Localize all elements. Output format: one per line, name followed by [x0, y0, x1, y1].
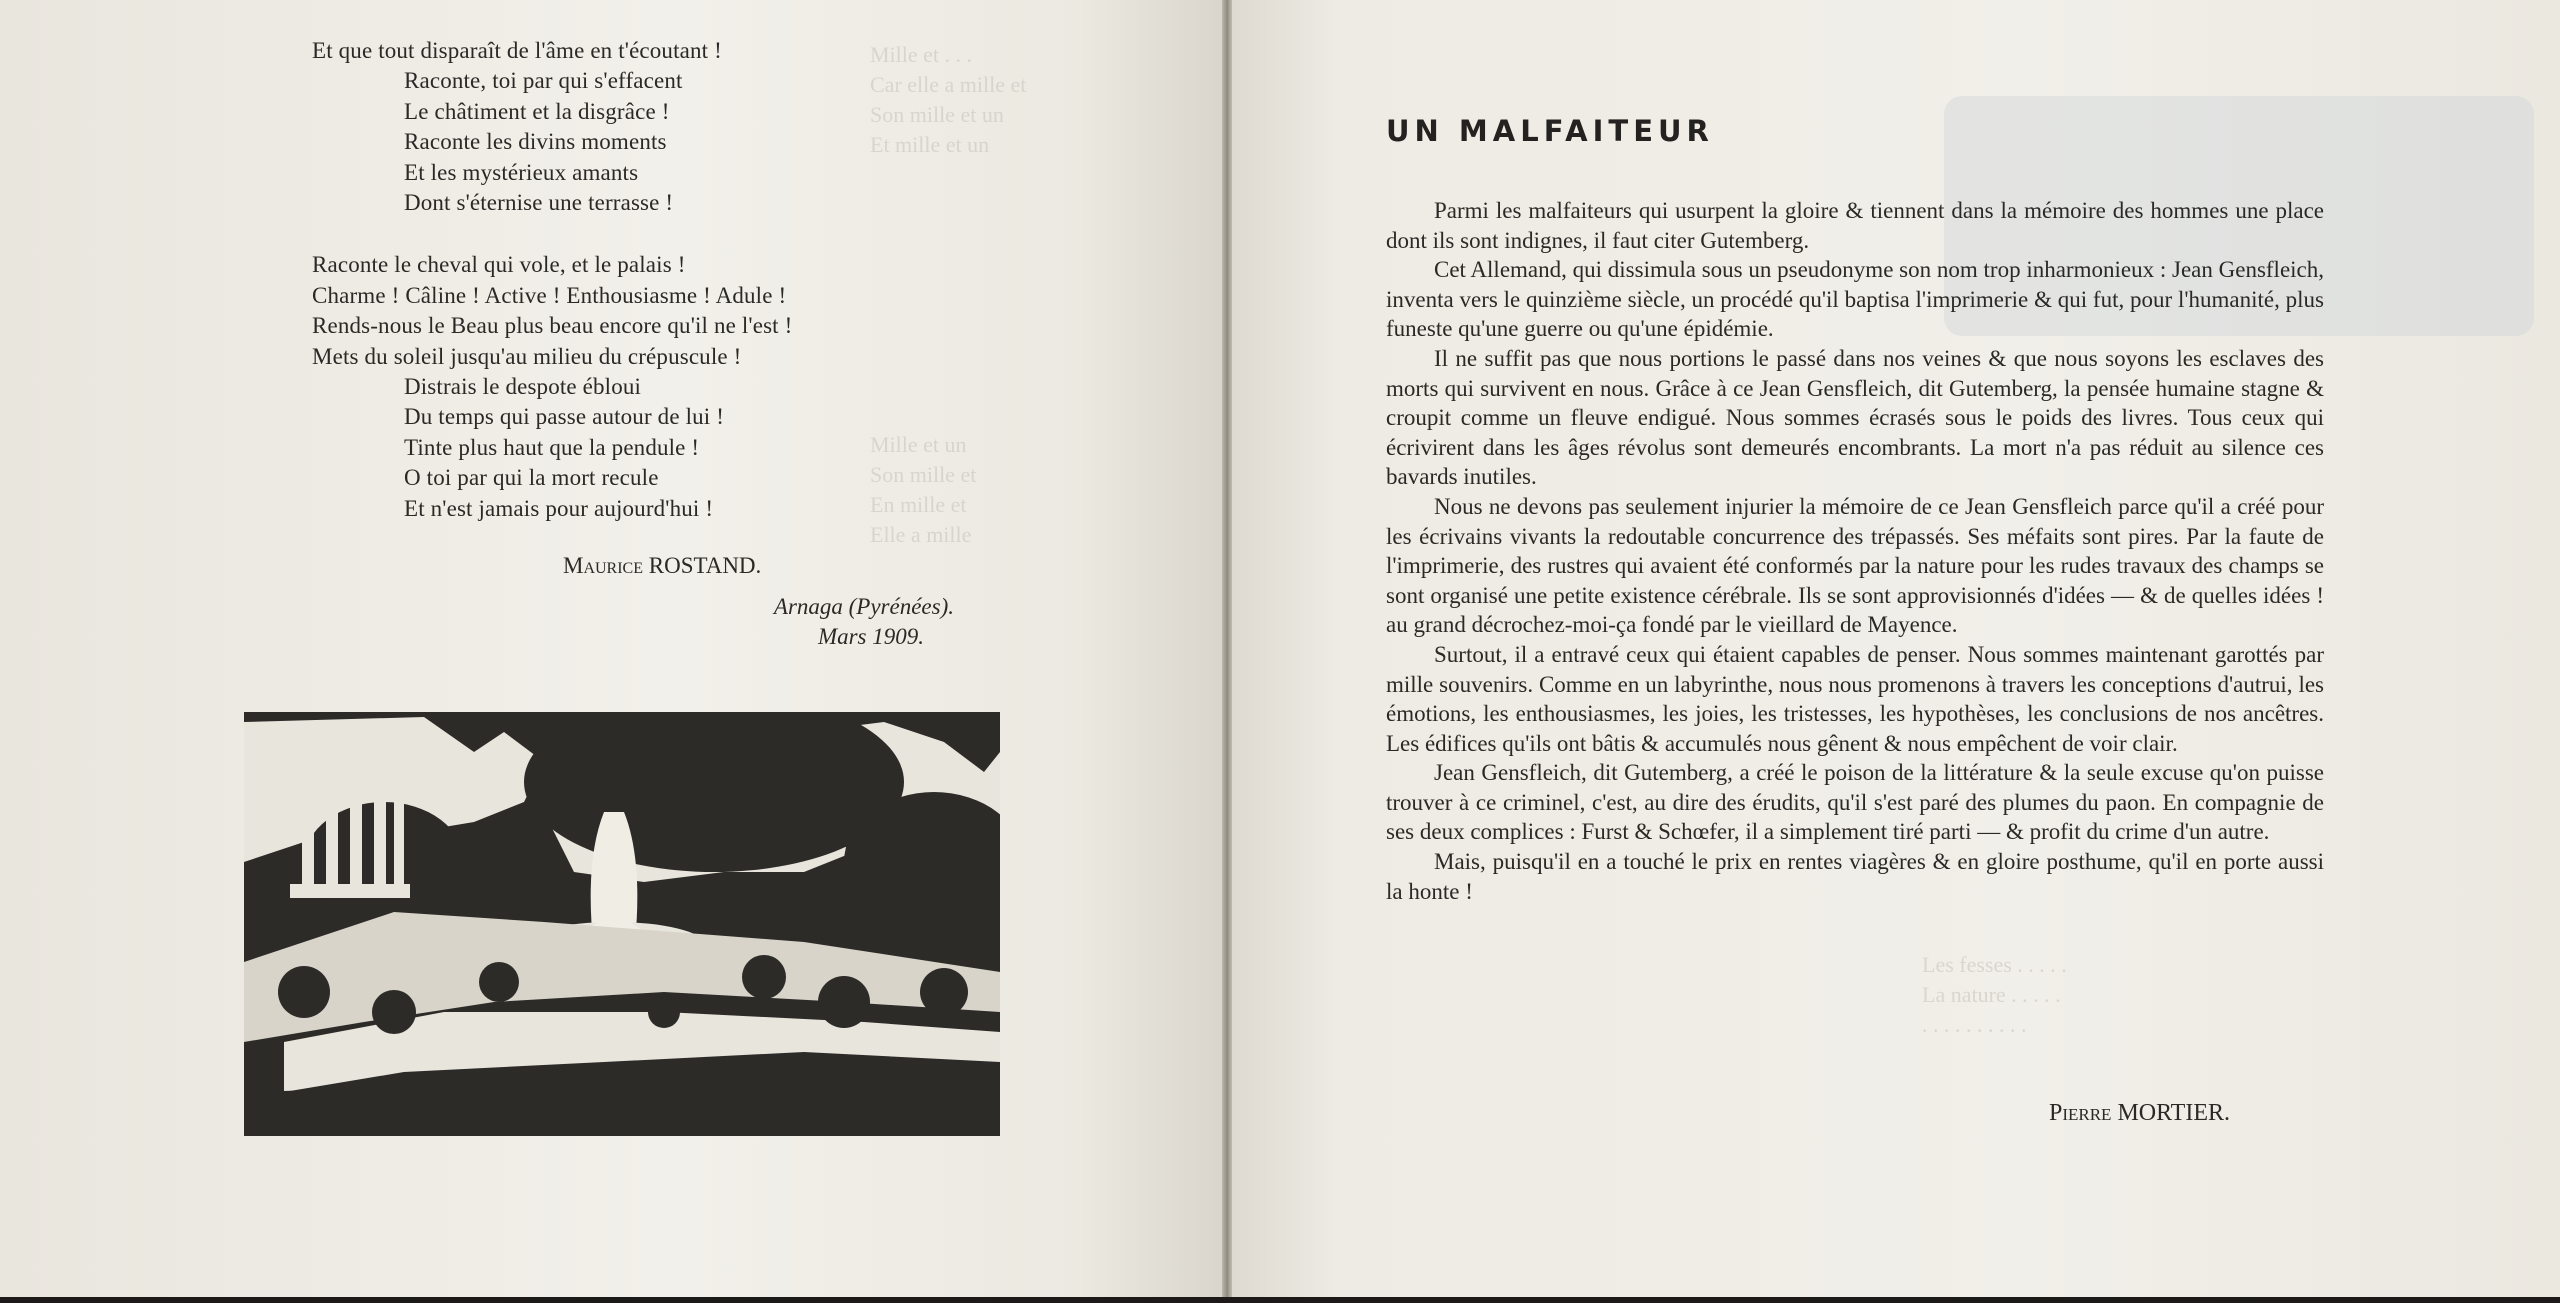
essay-paragraph: Jean Gensfleich, dit Gutemberg, a créé le poison de la littérature & la seule excuse qu'on puisse trouver à ce criminel, c'est, au dire des érudits, qu'il s'est paré des plumes du paon. En compagnie de ses deux complices : Furst & Schœfer, il a simplement tiré parti — & profit du crime d'un autre. [1386, 760, 2324, 845]
poem-line: Du temps qui passe autour de lui ! [404, 404, 725, 430]
author-first-name: Maurice [563, 553, 644, 578]
essay-body [1386, 196, 2324, 906]
essay-paragraph: Il ne suffit pas que nous portions le passé dans nos veines & que nous soyons les esclaves des morts qui survivent en nous. Grâce à ce Jean Gensfleich, dit Gutemberg, la pensée humaine stagne & croupit comme un fleuve endigué. Nous sommes écrasés sous le poids des livres. Tous ceux qui écrivirent dans les âges révolus sont demeurés encombrants. La mort n'a pas réduit au silence ces bavards inutiles. [1386, 345, 2324, 490]
poem-line: O toi par qui la mort recule [404, 465, 659, 491]
poem-line: Et les mystérieux amants [404, 159, 639, 185]
author-last-name: ROSTAND. [648, 553, 762, 578]
poem-date: Mars 1909. [817, 624, 924, 649]
garden-engraving [244, 712, 1000, 1136]
essay-paragraph: Nous ne devons pas seulement injurier la mémoire de ce Jean Gensfleich parce qu'il a créé pour les écrivains vivants la redoutable concurrence des trépassés. Ses méfaits sont pires. Par la faute de l'imprimerie, des rustres qui avaient été conformés par la nature pour les rudes travaux des champs se sont organisé une petite existence cérébrale. Ils se sont approvisionnés d'idées — & de quelles idées ! au grand décrochez-moi-ça fondé par le vieillard de Mayence. [1386, 493, 2324, 638]
poem-stanza-2 [312, 250, 1032, 524]
poem-author [563, 553, 761, 579]
bleed-through-text: Mille et un Son mille et En mille et Elle a mille [870, 432, 977, 547]
poem-line: Et que tout disparaît de l'âme en t'écoutant ! [312, 38, 722, 63]
poem-line: Distrais le despote ébloui [404, 374, 642, 400]
essay-paragraph: Surtout, il a entravé ceux qui étaient capables de penser. Nous sommes maintenant garottés par mille souvenirs. Comme en un labyrinthe, nous nous promenons à travers les conceptions d'autrui, les émotions, les enthousiasmes, les joies, les tristesses, les hypothèses, les conclusions de nos ancêtres. Les édifices qu'ils ont bâtis & accumulés nous gênent & nous empêchent de voir clair. [1386, 641, 2324, 756]
essay-paragraph: Parmi les malfaiteurs qui usurpent la gloire & tiennent dans la mémoire des hommes une place dont ils sont indignes, il faut citer Gutemberg. [1386, 198, 2324, 253]
poem [312, 36, 1032, 524]
poem-place: Arnaga (Pyrénées). [773, 594, 954, 619]
stanza-break [312, 218, 1032, 250]
essay-paragraph: Mais, puisqu'il en a touché le prix en rentes viagères & en gloire posthume, qu'il en porte aussi la honte ! [1386, 849, 2324, 904]
poem-stanza-1 [312, 36, 1032, 218]
poem-line: Et n'est jamais pour aujourd'hui ! [404, 495, 714, 521]
signature-last-name: MORTIER. [2117, 1100, 2230, 1126]
essay-signature [2049, 1100, 2230, 1127]
essay-title: UN MALFAITEUR [1386, 114, 1714, 148]
poem-line: Mets du soleil jusqu'au milieu du crépuscule ! [312, 343, 742, 369]
poem-line: Dont s'éternise une terrasse ! [404, 190, 674, 216]
poem-line: Raconte les divins moments [404, 129, 667, 155]
essay-paragraph: Cet Allemand, qui dissimula sous un pseudonyme son nom trop inharmonieux : Jean Gensfleich, inventa vers le quinzième siècle, un procédé qu'il baptisa l'imprimerie & qui fut, pour l'humanité, plus funeste qu'une guerre ou qu'une épidémie. [1386, 257, 2324, 342]
signature-first-name: Pierre [2048, 1100, 2112, 1126]
poem-line: Charme ! Câline ! Active ! Enthousiasme ! Adule ! [312, 282, 787, 308]
bleed-through-text: Les fesses . . . . . La nature . . . . . . . . . . . . . . . [1922, 952, 2067, 1037]
poem-place-date [560, 592, 954, 652]
poem-line: Le châtiment et la disgrâce ! [404, 98, 670, 124]
poem-line: Raconte, toi par qui s'effacent [404, 68, 683, 94]
left-page [0, 0, 1226, 1297]
poem-line: Rends-nous le Beau plus beau encore qu'il ne l'est ! [312, 313, 793, 339]
woodcut-garden-illustration [244, 712, 1000, 1136]
poem-line: Raconte le cheval qui vole, et le palais ! [312, 252, 686, 278]
bleed-through-text: Mille et . . . Car elle a mille et Son mille et un Et mille et un [870, 42, 1027, 157]
poem-line: Tinte plus haut que la pendule ! [404, 434, 700, 460]
